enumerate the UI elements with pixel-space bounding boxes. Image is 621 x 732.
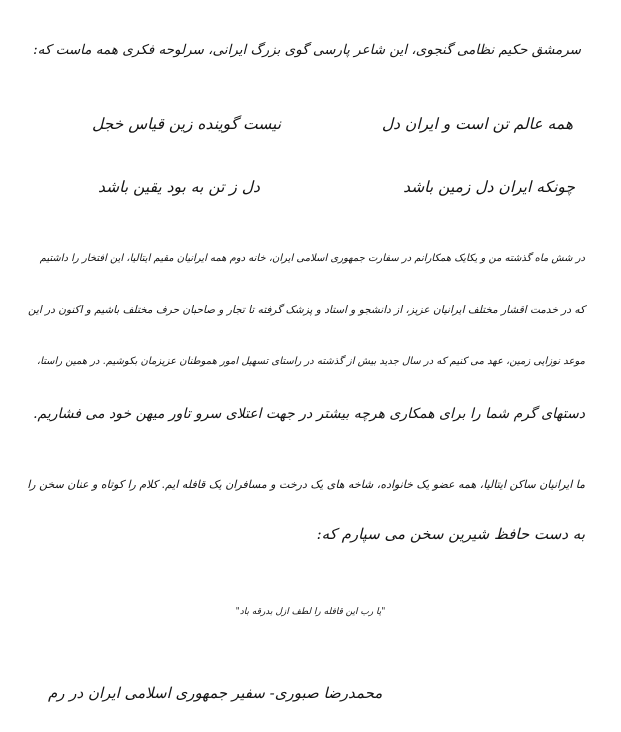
verse2-first-hemistich: چونکه ایران دل زمین باشد <box>403 178 575 196</box>
paragraph2-line1: ما ایرانیان ساکن ایتالیا، همه عضو یک خانواده، شاخه های یک درخت و مسافران یک قافله ایم. کلام را کوتاه و عنان سخن را <box>27 478 585 491</box>
intro-line: سرمشق حکیم نظامی گنجوی، این شاعر پارسی گوی بزرگ ایرانی، سرلوحه فکری همه ماست که: <box>33 42 581 58</box>
verse1-first-hemistich: همه عالم تن است و ایران دل <box>381 115 573 133</box>
paragraph1-line2: که در خدمت اقشار مختلف ایرانیان عزیز، از دانشجو و استاد و پزشک گرفته تا تجار و صاحبان حرف مختلف باشیم و اکنون در این <box>28 304 585 316</box>
signature: محمدرضا صبوری- سفیر جمهوری اسلامی ایران در رم <box>48 684 383 702</box>
paragraph1-line1: در شش ماه گذشته من و یکایک همکارانم در سفارت جمهوری اسلامی ایران، خانه دوم همه ایرانیان مقیم ایتالیا، این افتخار را داشتیم <box>39 253 585 264</box>
hafez-quote: "یا رب این قافله را لطف ازل بدرقه باد" <box>235 607 386 617</box>
paragraph2-line2: به دست حافظ شیرین سخن می سپارم که: <box>316 525 585 543</box>
paragraph1-line3: موعد نوزایی زمین، عهد می کنیم که در سال جدید بیش از گذشته در راستای تسهیل امور هموطنان عزیزمان بکوشیم. در همین راستا، <box>36 356 585 367</box>
verse1-second-hemistich: نیست گوینده زین قیاس خجل <box>92 115 282 133</box>
verse2-second-hemistich: دل ز تن به بود یقین باشد <box>98 178 260 196</box>
paragraph1-line4: دستهای گرم شما را برای همکاری هرچه بیشتر در جهت اعتلای سرو تاور میهن خود می فشاریم. <box>33 406 585 422</box>
